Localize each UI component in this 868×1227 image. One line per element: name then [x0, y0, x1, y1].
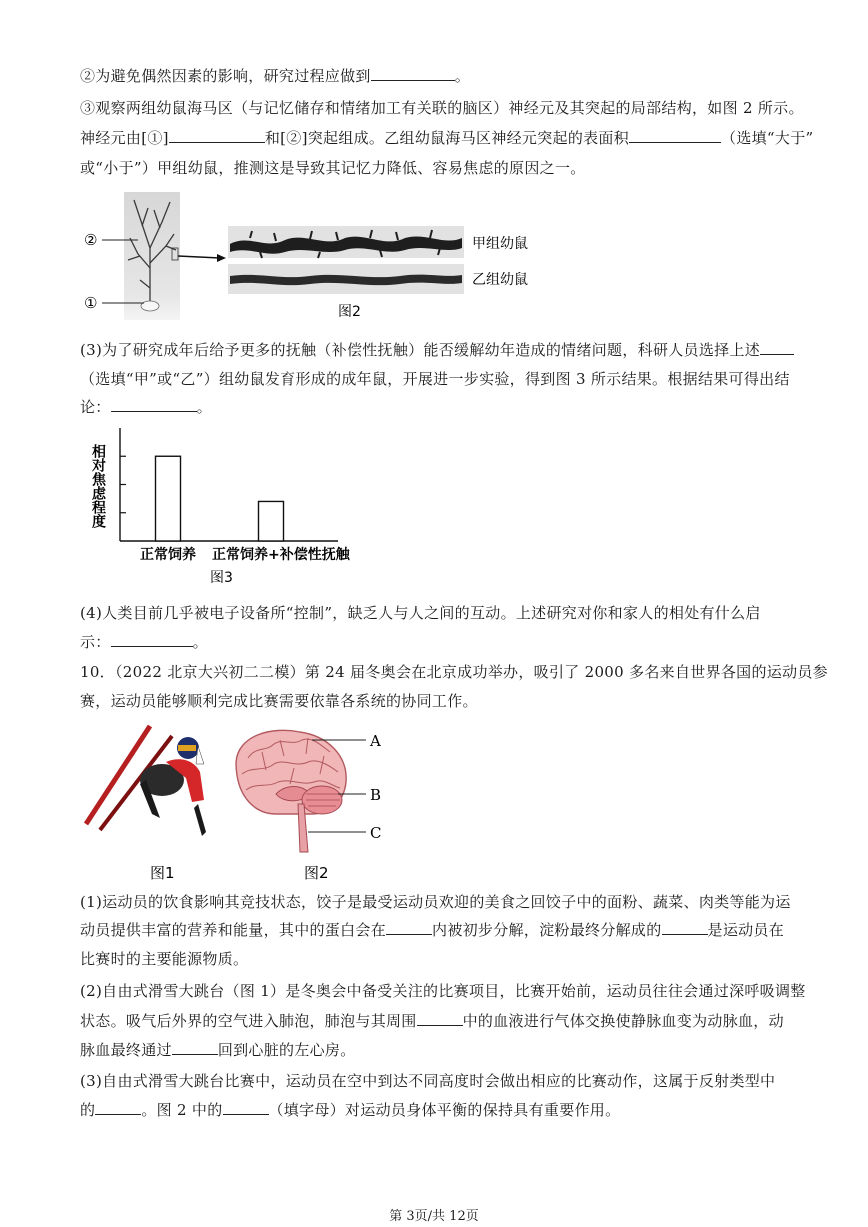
brain-figure	[236, 730, 381, 852]
q9-p3-line2: （选填“甲”或“乙”）组幼鼠发育形成的成年鼠，开展进一步实验，得到图 3 所示结果。根据结果可得出结	[80, 370, 790, 388]
q10-p2-line1: (2)自由式滑雪大跳台（图 1）是冬奥会中备受关注的比赛项目，比赛开始前，运动员往往会通过深呼吸调整	[80, 982, 806, 1000]
q10-p3-line2: 的 。图 2 中的 （填字母）对运动员身体平衡的保持具有重要作用。	[80, 1101, 621, 1119]
answer-blank[interactable]	[111, 397, 197, 412]
answer-blank[interactable]	[371, 66, 455, 81]
bar	[259, 501, 284, 541]
bars	[156, 456, 284, 541]
answer-blank[interactable]	[172, 1040, 218, 1055]
q9-p4-line1: (4)人类目前几乎被电子设备所“控制”，缺乏人与人之间的互动。上述研究对你和家人的相处有什么启	[80, 604, 761, 622]
answer-blank[interactable]	[169, 128, 265, 143]
bar	[156, 456, 181, 541]
answer-blank[interactable]	[223, 1100, 269, 1115]
q10-line1: 10．（2022 北京大兴初二二模）第 24 届冬奥会在北京成功举办，吸引了 2000 多名来自世界各国的运动员参	[80, 663, 828, 681]
skier-arm	[194, 804, 206, 836]
q10-p1-line1: (1)运动员的饮食影响其竞技状态，饺子是最受运动员欢迎的美食之回饺子中的面粉、蔬菜、肉类等能为运	[80, 893, 791, 911]
label-c: C	[370, 824, 382, 842]
q10-line2: 赛，运动员能够顺利完成比赛需要依靠各系统的协同工作。	[80, 692, 478, 710]
q9-item3-line2: 神经元由[①] 和[②]突起组成。乙组幼鼠海马区神经元突起的表面积 （选填“大于”	[80, 129, 814, 147]
arrowhead-icon	[217, 254, 226, 262]
answer-blank[interactable]	[629, 128, 721, 143]
anxiety-bar-chart	[80, 420, 380, 588]
marker-2: ②	[84, 231, 98, 249]
q9-p3-line3: 论： 。	[80, 398, 212, 416]
label-b: B	[370, 786, 382, 804]
neuron-cell-body	[141, 301, 159, 311]
category-label: 正常饲养	[140, 547, 196, 563]
q9-p4-line2: 示： 。	[80, 633, 208, 651]
answer-blank[interactable]	[662, 920, 708, 935]
marker-1: ①	[84, 294, 98, 312]
q10-p1-line3: 比赛时的主要能源物质。	[80, 950, 249, 968]
group-a-label: 甲组幼鼠	[472, 236, 528, 252]
zoom-arrow	[178, 256, 220, 258]
fig2-caption-q10: 图2	[304, 864, 329, 882]
q9-item3-line3: 或“小于”）甲组幼鼠，推测这是导致其记忆力降低、容易焦虑的原因之一。	[80, 159, 586, 177]
skier-goggles	[178, 745, 196, 751]
group-b-label: 乙组幼鼠	[472, 272, 528, 288]
q10-p3-line1: (3)自由式滑雪大跳台比赛中，运动员在空中到达不同高度时会做出相应的比赛动作，这属于反射类型中	[80, 1072, 776, 1090]
fig3-caption: 图3	[210, 570, 233, 586]
skier-figure	[86, 726, 206, 836]
answer-blank[interactable]	[95, 1100, 141, 1115]
q10-figures	[80, 722, 400, 882]
answer-blank[interactable]	[760, 340, 794, 355]
q10-p2-line2: 状态。吸气后外界的空气进入肺泡，肺泡与其周围 中的血液进行气体交换使静脉血变为动脉血，动	[80, 1012, 784, 1030]
q9-p3-line1: (3)为了研究成年后给予更多的抚触（补偿性抚触）能否缓解幼年造成的情绪问题，科研人员选择上述	[80, 340, 794, 360]
fig2-caption: 图2	[338, 304, 361, 320]
q10-p2-line3: 脉血最终通过 回到心脏的左心房。	[80, 1041, 356, 1059]
y-axis-label: 相对焦虑程度	[90, 444, 106, 528]
q9-item2-line: ②为避免偶然因素的影响，研究过程应做到 。	[80, 67, 471, 85]
neuron-figure	[80, 188, 540, 323]
answer-blank[interactable]	[417, 1011, 463, 1026]
category-labels	[140, 546, 351, 563]
fig1-caption: 图1	[150, 864, 175, 882]
q10-p1-line2: 动员提供丰富的营养和能量，其中的蛋白会在 内被初步分解，淀粉最终分解成的 是运动员在	[80, 921, 785, 939]
category-label: 正常饲养+补偿性抚触	[212, 547, 350, 563]
q9-item2-text: ②为避免偶然因素的影响，研究过程应做到	[80, 67, 371, 85]
answer-blank[interactable]	[111, 632, 193, 647]
y-ticks	[120, 456, 126, 513]
label-a: A	[370, 732, 381, 750]
page-footer: 第 3页/共 12页	[389, 1209, 479, 1224]
answer-blank[interactable]	[386, 920, 432, 935]
q9-item3-line1: ③观察两组幼鼠海马区（与记忆储存和情绪加工有关联的脑区）神经元及其突起的局部结构，如图 2 所示。	[80, 99, 804, 117]
